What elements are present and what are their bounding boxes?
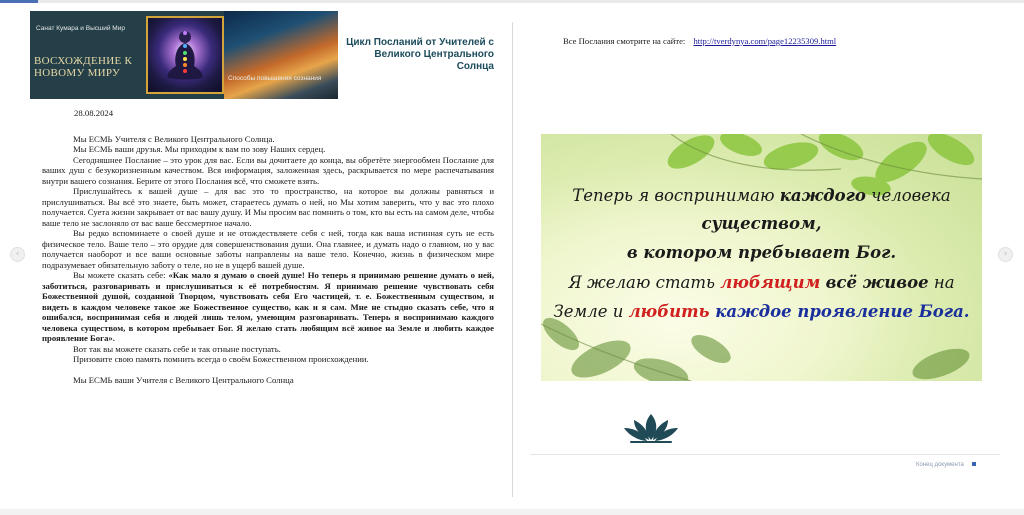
quote-l1-text: Теперь я воспринимаю: [572, 186, 780, 205]
quote-l5-text: Земле и: [553, 302, 629, 321]
end-square-icon: [972, 462, 976, 466]
banner-title: ВОСХОЖДЕНИЕ К НОВОМУ МИРУ: [34, 55, 133, 79]
paragraph-6: [42, 270, 494, 344]
quote-l4-text: Я желаю стать: [568, 273, 721, 292]
quote-line-1: [541, 186, 982, 206]
paragraph-5: Вы редко вспоминаете о своей душе и не отождествляете себя с ней, тогда как ваша истинная суть не есть физическое тело. Ваше тело – это орудие для совершенствования души. Она главнее, и думать надо о главном, но у вас получается наоборот и все ваши основные заботы направлены на ваше тело. Конечно, жизнь в физическом мире подразумевает обязательную заботу о теле, но не в ущерб вашей душе.: [42, 228, 494, 270]
message-body: [42, 108, 494, 386]
quote-l1-emphasis: каждого: [779, 186, 866, 205]
lotus-icon: [622, 412, 680, 444]
quote-l5-love: любить: [628, 302, 710, 321]
end-of-document: [916, 462, 976, 468]
site-link[interactable]: http://tverdynya.com/page12235309.html: [693, 36, 837, 46]
paragraph-6-intro: Вы можете сказать себе:: [73, 270, 169, 280]
quote-line-2: существом,: [701, 214, 822, 233]
paragraph-2: Мы ЕСМЬ ваши друзья. Мы приходим к вам по зову Наших сердец.: [73, 144, 326, 154]
paragraph-7: Вот так вы можете сказать себе и так отныне поступать.: [73, 343, 281, 354]
paragraph-4: Прислушайтесь к вашей душе – для вас это то пространство, на которое вы должны равняться и прислушиваться. Вы всё это знаете, быть может, стараетесь думать о ней, но Мы хотим заверить, что у вас это плохо получается. Суета жизни закрывает от вас вашу душу. И Мы просим вас помнить о том, кто вы есть на самом деле, чтобы ваше тело не заслоняло от вас ваше бессмертное начало.: [42, 186, 494, 228]
paragraph-8: Призовите свою память помнить всегда о своём Божественном происхождении.: [73, 354, 369, 364]
next-page-icon[interactable]: ›: [998, 247, 1013, 262]
quote-card: [541, 134, 982, 381]
quote-l5-each: каждое: [709, 302, 798, 321]
banner-subtitle: Санат Кумара и Высший Мир: [36, 25, 125, 32]
blank-line: [42, 365, 494, 376]
header-banner: [30, 11, 338, 99]
quote-line-3: в котором пребывает Бог.: [626, 243, 897, 262]
site-reference: [563, 36, 836, 46]
quote-l4-all-living: всё живое: [825, 273, 929, 292]
bottom-bar: [0, 509, 1024, 515]
end-of-document-label: Конец документа: [916, 462, 964, 468]
meditation-image: [146, 16, 224, 94]
site-label: Все Послания смотрите на сайте:: [563, 36, 686, 46]
series-title: Цикл Посланий от Учителей с Великого Центрального Солнца: [346, 37, 494, 72]
signature: Мы ЕСМЬ ваши Учителя с Великого Центрального Солнца: [73, 375, 294, 385]
top-bar: [0, 0, 1024, 3]
prev-page-icon[interactable]: ‹: [10, 247, 25, 262]
banner-tagline: Способы повышения сознания: [228, 75, 322, 82]
page-divider: [512, 22, 513, 497]
sky-stairs-image: [224, 11, 338, 99]
paragraph-3: Сегодняшнее Послание – это урок для вас. Если вы дочитаете до конца, вы обретёте энергообмен Послание для ваших душ с безукоризненным качеством. Вся информация, заложенная здесь, раскрывается по мере распечатывания внутри вашего сознания. Берите от этого Послания всё, что сможете взять.: [42, 154, 494, 186]
footer-rule: [530, 454, 1000, 455]
paragraph-6-affirmation: «Как мало я думаю о своей душе! Но теперь я принимаю решение думать о ней, заботиться, разговаривать и прислушиваться к её потребностям. Я принимаю решение чувствовать себя Божественной душой, созданной Творцом, чувствовать себя Его частицей, т. е. Божественным существом, и видеть в каждом человеке такое же Божественное существо, как и я сам. Мне не стыдно сказать себе, что я ошибался, воспринимая себя и людей лишь телом, умеющим разговаривать. Теперь я воспринимаю каждого человека существом, в котором пребывает Бог. Я желаю стать любящим всё живое на Земле и любить каждое проявление Бога».: [42, 270, 494, 343]
quote-line-5: [541, 302, 982, 322]
top-bar-accent: [0, 0, 38, 3]
quote-l4-loving: любящим: [720, 273, 821, 292]
message-date: 28.08.2024: [74, 108, 114, 118]
quote-l1-end: человека: [865, 186, 951, 205]
quote-line-4: [541, 273, 982, 293]
paragraph-1: Мы ЕСМЬ Учителя с Великого Центрального Солнца.: [73, 133, 275, 144]
quote-l5-manifestation: проявление Бога.: [797, 302, 970, 321]
quote-l4-end: на: [928, 273, 955, 292]
